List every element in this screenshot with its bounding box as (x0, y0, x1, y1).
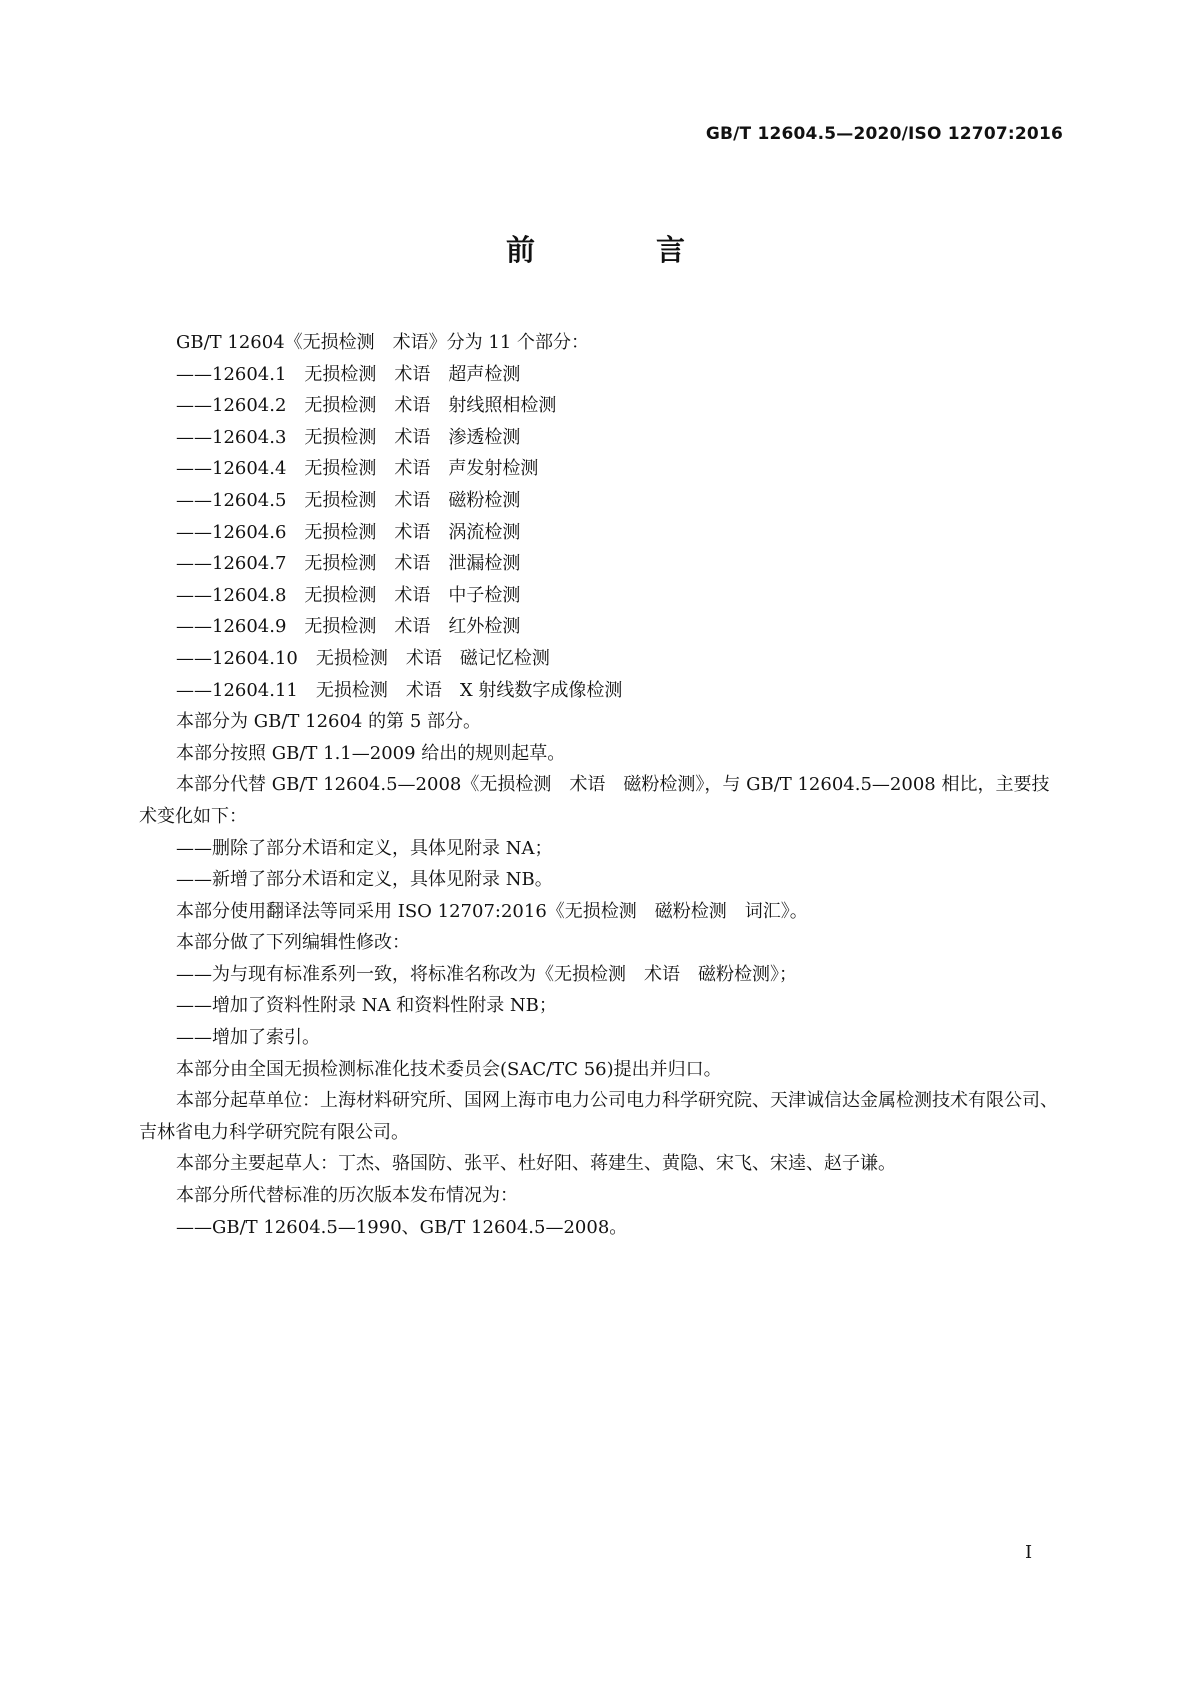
replaces-paragraph: 本部分代替 GB/T 12604.5—2008《无损检测 术语 磁粉检测》，与 GB/T 12604.5—2008 相比，主要技术变化如下： (139, 774, 1050, 827)
part-list-item: ——12604.6 无损检测 术语 涡流检测 (176, 521, 521, 543)
standard-code-header: GB/T 12604.5—2020/ISO 12707:2016 (705, 124, 1063, 144)
change-list-item: ——删除了部分术语和定义，具体见附录 NA； (176, 837, 553, 859)
page-number: I (1025, 1542, 1033, 1563)
part-list-item: ——12604.5 无损检测 术语 磁粉检测 (176, 489, 521, 511)
part-list-item: ——12604.11 无损检测 术语 X 射线数字成像检测 (176, 679, 623, 701)
drafting-rules-paragraph: 本部分按照 GB/T 1.1—2009 给出的规则起草。 (176, 742, 566, 764)
part-list-item: ——12604.2 无损检测 术语 射线照相检测 (176, 395, 557, 417)
part-list-item: ——12604.4 无损检测 术语 声发射检测 (176, 458, 539, 480)
part-list-item: ——12604.3 无损检测 术语 渗透检测 (176, 426, 521, 448)
part-list-item: ——12604.1 无损检测 术语 超声检测 (176, 363, 521, 385)
part-statement: 本部分为 GB/T 12604 的第 5 部分。 (176, 711, 481, 733)
editorial-list-item: ——为与现有标准系列一致，将标准名称改为《无损检测 术语 磁粉检测》； (176, 963, 797, 985)
change-list-item: ——新增了部分术语和定义，具体见附录 NB。 (176, 869, 553, 891)
editorial-intro-paragraph: 本部分做了下列编辑性修改： (176, 932, 410, 954)
intro-paragraph: GB/T 12604《无损检测 术语》分为 11 个部分： (176, 332, 590, 353)
history-intro-paragraph: 本部分所代替标准的历次版本发布情况为： (176, 1185, 518, 1207)
foreword-body (139, 327, 1062, 1243)
drafting-units-paragraph: 本部分起草单位：上海材料研究所、国网上海市电力公司电力科学研究院、天津诚信达金属检测技术有限公司、吉林省电力科学研究院有限公司。 (139, 1090, 1058, 1143)
drafters-paragraph: 本部分主要起草人：丁杰、骆国防、张平、杜好阳、蒋建生、黄隐、宋飞、宋逵、赵子谦。 (176, 1153, 896, 1175)
editorial-list-item: ——增加了索引。 (176, 1027, 320, 1049)
part-list-item: ——12604.8 无损检测 术语 中子检测 (176, 584, 521, 606)
part-list-item: ——12604.7 无损检测 术语 泄漏检测 (176, 553, 521, 575)
history-list-item: ——GB/T 12604.5—1990、GB/T 12604.5—2008。 (176, 1216, 628, 1238)
part-list-item: ——12604.10 无损检测 术语 磁记忆检测 (176, 647, 550, 669)
page-title: 前 言 (505, 233, 731, 267)
translation-paragraph: 本部分使用翻译法等同采用 ISO 12707:2016《无损检测 磁粉检测 词汇》。 (176, 900, 808, 922)
editorial-list-item: ——增加了资料性附录 NA 和资料性附录 NB； (176, 995, 557, 1017)
proposed-by-paragraph: 本部分由全国无损检测标准化技术委员会(SAC/TC 56)提出并归口。 (176, 1058, 722, 1080)
part-list-item: ——12604.9 无损检测 术语 红外检测 (176, 616, 521, 638)
